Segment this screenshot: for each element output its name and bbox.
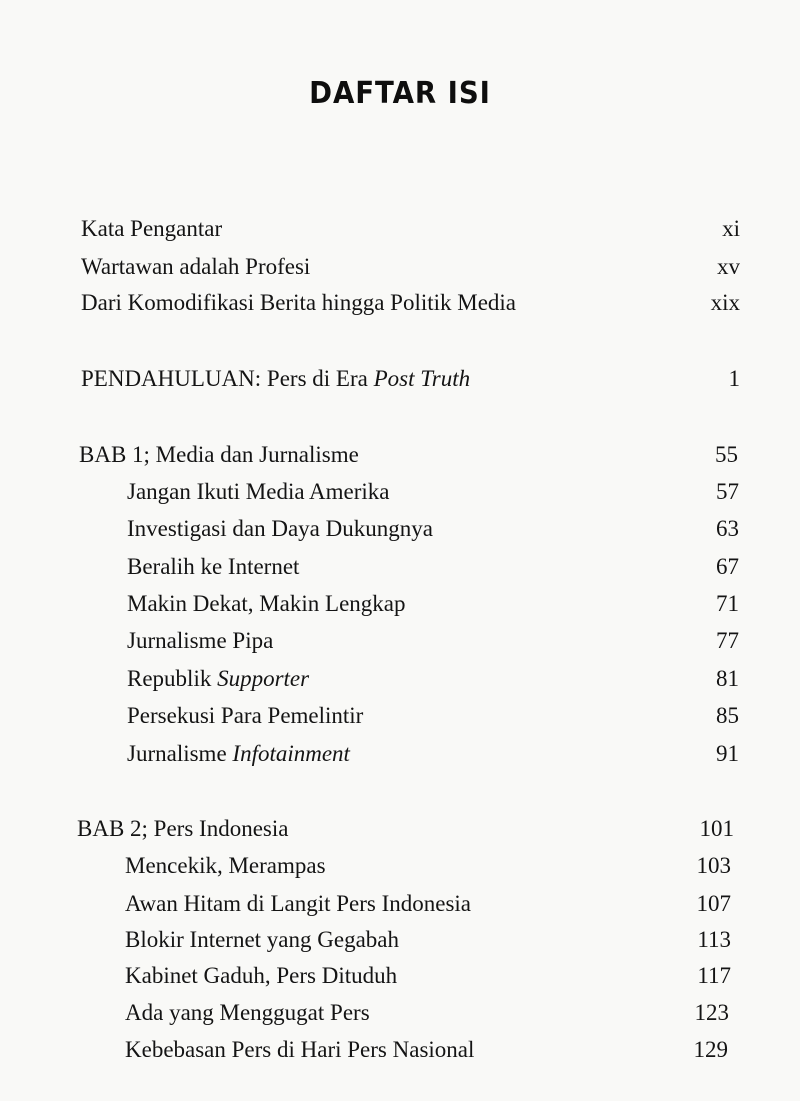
toc-entry-label: Kabinet Gaduh, Pers Dituduh	[125, 963, 398, 988]
toc-entry-page: 55	[715, 442, 738, 467]
toc-entry-page: 123	[694, 1000, 729, 1025]
toc-entry-label-italic: Post Truth	[373, 366, 471, 391]
page-title: DAFTAR ISI	[309, 76, 491, 111]
toc-entry-page: xv	[717, 254, 740, 279]
toc-entry-label: Jurnalisme Pipa	[127, 628, 274, 653]
toc-entry-label: Kata Pengantar	[81, 216, 223, 241]
toc-entry-page: 67	[716, 554, 739, 579]
toc-entry-page: 113	[697, 927, 731, 952]
toc-entry-kabinet-gaduh	[0, 961, 800, 991]
toc-entry-label-text: PENDAHULUAN: Pers di Era	[81, 366, 374, 391]
toc-entry-mencekik	[0, 851, 800, 881]
toc-entry-page: xix	[710, 290, 740, 315]
toc-entry-page: 57	[716, 479, 739, 504]
toc-entry-page: 1	[728, 366, 740, 391]
toc-entry-label: Beralih ke Internet	[127, 554, 300, 579]
toc-entry-persekusi	[0, 701, 800, 731]
toc-entry-label: Blokir Internet yang Gegabah	[125, 927, 399, 952]
toc-entry-label	[127, 739, 350, 769]
toc-entry-label: Investigasi dan Daya Dukungnya	[127, 516, 433, 541]
toc-entry-infotainment	[0, 739, 800, 769]
toc-entry-jurnalisme-pipa	[0, 626, 800, 656]
toc-entry-label: BAB 2; Pers Indonesia	[77, 816, 289, 841]
toc-entry-label: Awan Hitam di Langit Pers Indonesia	[125, 891, 472, 916]
toc-entry-page: 63	[716, 516, 739, 541]
toc-entry-label: Kebebasan Pers di Hari Pers Nasional	[125, 1037, 475, 1062]
toc-entry-label: Wartawan adalah Profesi	[81, 254, 311, 279]
toc-entry-blokir-internet	[0, 925, 800, 955]
toc-chapter-bab-2	[0, 814, 800, 844]
toc-entry-awan-hitam	[0, 889, 800, 919]
toc-entry-label	[127, 664, 309, 694]
toc-entry-page: xi	[722, 216, 740, 241]
toc-chapter-bab-1	[0, 440, 800, 470]
toc-entry-page: 81	[716, 666, 739, 691]
toc-entry-investigasi	[0, 514, 800, 544]
toc-entry-label: Dari Komodifikasi Berita hingga Politik Media	[81, 290, 517, 315]
toc-entry-label: Persekusi Para Pemelintir	[127, 703, 364, 728]
toc-entry-label: BAB 1; Media dan Jurnalisme	[79, 442, 359, 467]
toc-entry-menggugat-pers	[0, 998, 800, 1028]
toc-entry-pendahuluan	[0, 364, 800, 394]
toc-entry-label	[81, 364, 470, 394]
toc-entry-page: 85	[716, 703, 739, 728]
toc-entry-page: 107	[696, 891, 731, 916]
toc-entry-label-text: Jurnalisme	[127, 741, 233, 766]
toc-entry-page: 117	[697, 963, 731, 988]
toc-entry-page: 129	[693, 1037, 728, 1062]
toc-entry-wartawan	[0, 252, 800, 282]
toc-entry-page: 77	[716, 628, 739, 653]
toc-entry-label: Makin Dekat, Makin Lengkap	[127, 591, 406, 616]
toc-entry-page: 71	[716, 591, 739, 616]
toc-entry-page: 103	[696, 853, 731, 878]
toc-entry-komodifikasi	[0, 288, 800, 318]
toc-entry-label-text: Republik	[127, 666, 218, 691]
toc-entry-republik-supporter	[0, 664, 800, 694]
toc-entry-label-italic: Supporter	[217, 666, 310, 691]
toc-entry-page: 101	[699, 816, 734, 841]
toc-entry-kata-pengantar	[0, 214, 800, 244]
toc-entry-beralih	[0, 552, 800, 582]
toc-entry-kebebasan-pers	[0, 1035, 800, 1065]
toc-entry-label: Ada yang Menggugat Pers	[125, 1000, 370, 1025]
toc-entry-page: 91	[716, 741, 739, 766]
toc-entry-makin-dekat	[0, 589, 800, 619]
toc-entry-label-italic: Infotainment	[232, 741, 350, 766]
toc-entry-label: Mencekik, Merampas	[125, 853, 326, 878]
toc-entry-jangan-ikuti	[0, 477, 800, 507]
toc-entry-label: Jangan Ikuti Media Amerika	[127, 479, 390, 504]
